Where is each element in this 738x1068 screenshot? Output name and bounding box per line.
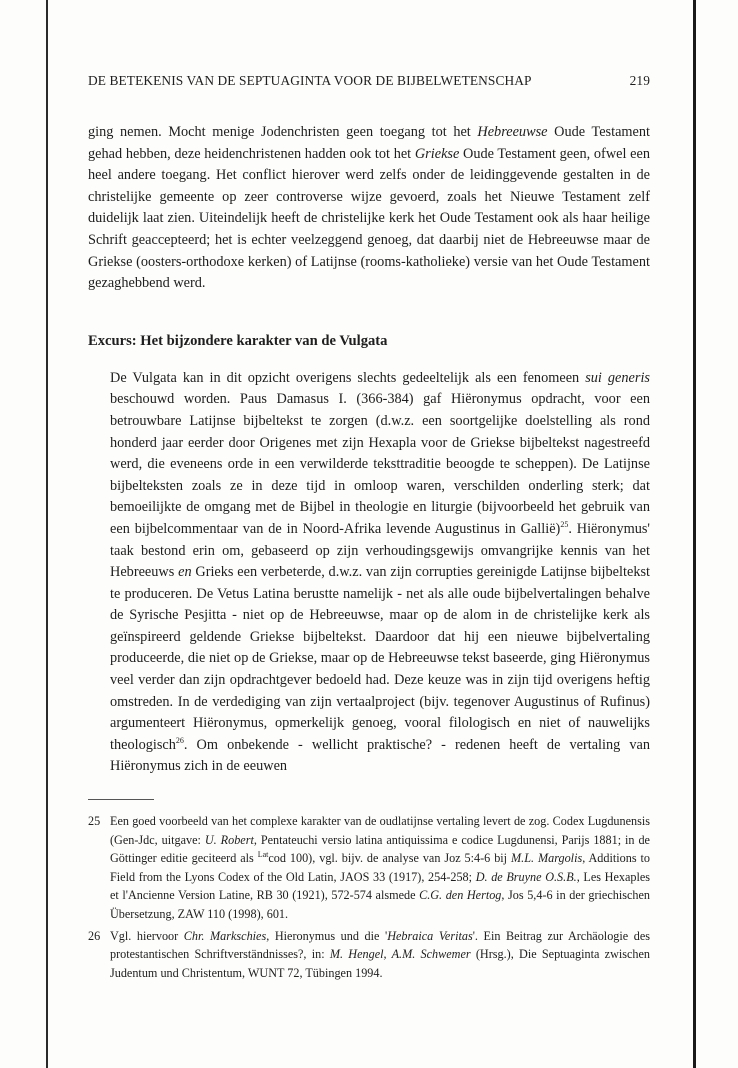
section-title: Excurs: Het bijzondere karakter van de Vulgata xyxy=(88,332,388,349)
footnote-rule xyxy=(88,799,154,800)
page xyxy=(88,72,650,985)
footnote-number: 25 xyxy=(88,814,101,829)
paragraph-1: ging nemen. Mocht menige Jodenchristen geen toegang tot het Hebreeuwse Oude Testament gehad hebben, deze heidenchristenen hadden ook tot het Griekse Oude Testament geen, ofwel een heel andere toegang. Het conflict hierover werd zelfs onder de leidinggevende gestalten in de christelijke gemeente op zeer controverse wijze gevoerd, zoals het Nieuwe Testament zelf duidelijk laat zien. Uiteindelijk heeft de christelijke kerk het Oude Testament ook als haar heilige Schrift geaccepteerd; het is echter veelzeggend genoeg, dat daarbij niet de Hebreeuwse maar de Griekse (oosters-orthodoxe kerken) of Latijnse (rooms-katholieke) versie van het Oude Testament gezaghebbend werd. xyxy=(88,124,651,292)
footnote-text: Vgl. hiervoor Chr. Markschies, Hieronymus und die 'Hebraica Veritas'. Ein Beitrag zur Archäologie des protestantischen Schriftverständnisses?, in: M. Hengel, A.M. Schwemer (Hrsg.), Die Septuaginta zwischen Judentum und Christentum, WUNT 72, Tübingen 1994. xyxy=(110,928,651,980)
scan-edge-left xyxy=(46,0,48,1068)
excurs-block xyxy=(110,368,650,778)
footnote-25 xyxy=(88,812,650,924)
footnote-text: Een goed voorbeeld van het complexe karakter van de oudlatijnse vertaling levert de zog. Codex Lugdunensis (Gen-Jdc, uitgave: U. Robert, Pentateuchi versio latina antiquissima e codice Lugdunensi, Parijs 1881; in de Göttinger editie geciteerd als $^{Lat}$cod 100), vgl. bijv. de analyse van Joz 5:4-6 bij M.L. Margolis, Additions to Field from the Lyons Codex of the Old Latin, JAOS 33 (1917), 254-258; D. de Bruyne O.S.B., Les Hexaples et l'Ancienne Version Latine, RB 30 (1921), 572-574 alsmede C.G. den Hertog, Jos 5,4-6 in der griechischen Übersetzung, ZAW 110 (1998), 601. xyxy=(110,814,651,921)
footnote-number: 26 xyxy=(88,928,101,943)
page-number: 219 xyxy=(629,73,650,88)
footnote-26 xyxy=(88,927,650,983)
scan-edge-right xyxy=(693,0,696,1068)
running-head xyxy=(88,72,650,90)
footnotes xyxy=(88,812,650,982)
running-head-title: DE BETEKENIS VAN DE SEPTUAGINTA VOOR DE BIJBELWETENSCHAP xyxy=(88,73,532,88)
excurs-paragraph: De Vulgata kan in dit opzicht overigens slechts gedeeltelijk als een fenomeen sui generis beschouwd worden. Paus Damasus I. (366-384) gaf Hiëronymus opdracht, voor een betrouwbare Latijnse bijbeltekst te zorgen (d.w.z. een soortgelijke doelstelling als rond honderd jaar eerder door Origenes met zijn Hexapla voor de Griekse bijbeltekst nagestreefd werd, die eveneens orde in een verwilderde teksttraditie beoogde te scheppen). De Latijnse bijbelteksten zoals ze in deze tijd in omloop waren, verschilden onderling sterk; dat bemoeilijkte de omgang met de Bijbel in theologie en liturgie (bijvoorbeeld het gebruik van een bijbelcommentaar van de in Noord-Afrika levende Augustinus in Gallië)$^{25}$. Hiëronymus' taak bestond erin om, gebaseerd op zijn verhoudingsgewijs omvangrijke kennis van het Hebreeuws en Grieks een verbeterde, d.w.z. van zijn corrupties gereinigde Latijnse bijbeltekst te produceren. De Vetus Latina berustte namelijk - net als alle oude bijbelvertalingen behalve de Syrische Pesjitta - niet op de Hebreeuwse, maar op de alom in de christelijke kerk als geïnspireerd geldende Griekse bijbeltekst. Daardoor dat hij een nieuwe bijbelvertaling produceerde, die niet op de Griekse, maar op de Hebreeuwse tekst baseerde, ging Hiëronymus veel verder dan zijn opdrachtgever bedoeld had. Deze keuze was in zijn tijd overigens heftig omstreden. In de verdediging van zijn vertaalproject (bijv. tegenover Augustinus of Rufinus) argumenteert Hiëronymus, opmerkelijk genoeg, vooral filologisch en niet of nauwelijks theologisch$^{26}$. Om onbekende - wellicht praktische? - redenen heeft de vertaling van Hiëronymus zich in de eeuwen xyxy=(110,369,651,775)
body-paragraph xyxy=(88,122,650,295)
